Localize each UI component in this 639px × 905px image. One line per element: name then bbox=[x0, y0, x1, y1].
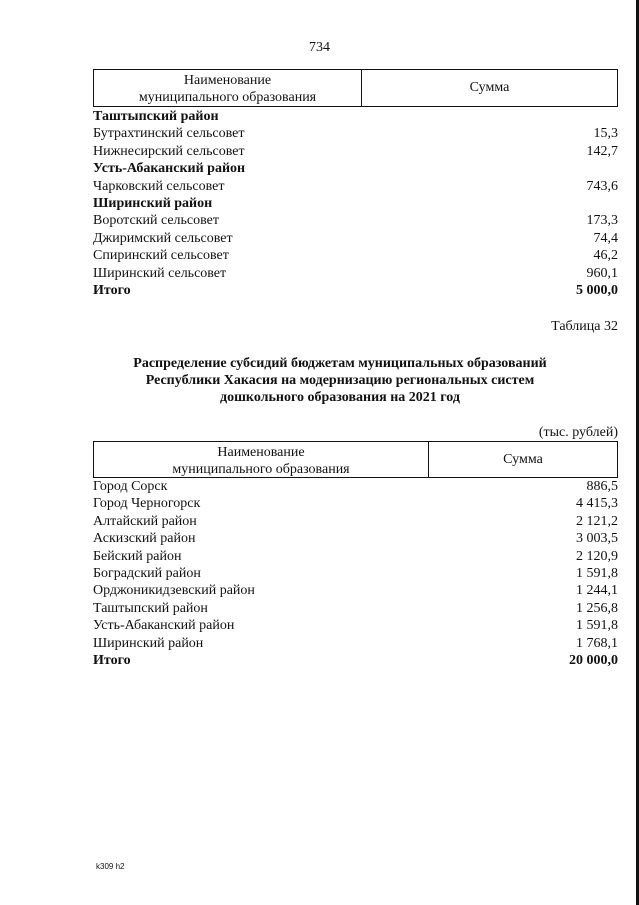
title-line-1: Распределение субсидий бюджетам муниципальных образований bbox=[133, 356, 547, 371]
table1-header-sum: Сумма bbox=[469, 80, 510, 95]
row-value: 3 003,5 bbox=[576, 531, 618, 547]
table-row bbox=[93, 230, 618, 247]
row-value: 46,2 bbox=[593, 248, 618, 264]
row-name: Чарковский сельсовет bbox=[93, 178, 225, 194]
row-name: Итого bbox=[93, 652, 131, 668]
table-row bbox=[93, 600, 618, 617]
table1-body bbox=[93, 108, 618, 299]
table2-title bbox=[60, 355, 620, 406]
table-row bbox=[93, 178, 618, 195]
table-row bbox=[93, 212, 618, 229]
row-value: 886,5 bbox=[586, 479, 618, 494]
row-value: 173,3 bbox=[586, 213, 618, 229]
row-name: Город Сорск bbox=[93, 479, 168, 494]
row-name: Нижнесирский сельсовет bbox=[93, 143, 245, 159]
row-name: Джиримский сельсовет bbox=[93, 230, 233, 246]
row-name: Ширинский сельсовет bbox=[93, 265, 227, 281]
row-name: Воротский сельсовет bbox=[93, 213, 219, 229]
row-name: Орджоникидзевский район bbox=[93, 583, 255, 599]
row-value: 74,4 bbox=[593, 230, 618, 246]
row-name: Бутрахтинский сельсовет bbox=[93, 126, 245, 142]
table-row bbox=[93, 652, 618, 669]
table2-header-name bbox=[94, 442, 429, 477]
header-name-line2: муниципального образования bbox=[138, 90, 317, 105]
table-row bbox=[93, 478, 618, 495]
row-name: Город Черногорск bbox=[93, 496, 201, 512]
table-row bbox=[93, 617, 618, 634]
table-row bbox=[93, 513, 618, 530]
row-value: 5 000,0 bbox=[576, 282, 618, 298]
table-row bbox=[93, 582, 618, 599]
header-name-line2: муниципального образования bbox=[172, 462, 350, 477]
table-row bbox=[93, 548, 618, 565]
table-row bbox=[93, 282, 618, 299]
row-value: 1 591,8 bbox=[576, 618, 618, 634]
row-value: 4 415,3 bbox=[576, 496, 618, 512]
table-row bbox=[93, 265, 618, 282]
table-row bbox=[93, 143, 618, 160]
row-name: Ширинский район bbox=[93, 635, 204, 651]
table-row bbox=[93, 125, 618, 142]
row-value: 1 256,8 bbox=[576, 600, 618, 616]
table1-header-name bbox=[94, 70, 362, 106]
table-row bbox=[93, 530, 618, 547]
table2-header bbox=[93, 441, 618, 478]
row-name: Алтайский район bbox=[93, 513, 197, 529]
row-name: Боградский район bbox=[93, 565, 201, 581]
row-name: Таштыпский район bbox=[93, 600, 208, 616]
row-name: Усть-Абаканский район bbox=[93, 161, 246, 177]
table-row bbox=[93, 108, 618, 125]
row-value: 2 120,9 bbox=[576, 548, 618, 564]
row-value: 142,7 bbox=[586, 143, 618, 159]
row-name: Аскизский район bbox=[93, 531, 196, 547]
row-value: 15,3 bbox=[593, 126, 618, 142]
title-line-2: Республики Хакасия на модернизацию региональных систем bbox=[145, 373, 535, 388]
table-row bbox=[93, 495, 618, 512]
row-value: 1 244,1 bbox=[576, 583, 618, 599]
table2-header-sum: Сумма bbox=[503, 451, 543, 467]
footer-code: k309 h2 bbox=[96, 862, 125, 871]
row-value: 2 121,2 bbox=[576, 513, 618, 529]
row-value: 1 591,8 bbox=[576, 565, 618, 581]
row-name: Спиринский сельсовет bbox=[93, 248, 229, 264]
table-row bbox=[93, 160, 618, 177]
row-name: Бейский район bbox=[93, 548, 182, 564]
table-row bbox=[93, 565, 618, 582]
table2-body bbox=[93, 478, 618, 669]
row-value: 1 768,1 bbox=[576, 635, 618, 651]
units-label: (тыс. рублей) bbox=[538, 425, 618, 440]
row-value: 960,1 bbox=[586, 265, 618, 281]
title-line-3: дошкольного образования на 2021 год bbox=[220, 390, 460, 405]
row-name: Усть-Абаканский район bbox=[93, 618, 235, 634]
header-name-line1: Наименование bbox=[183, 73, 272, 88]
table-label: Таблица 32 bbox=[551, 319, 618, 334]
row-value: 20 000,0 bbox=[569, 652, 618, 668]
table-row bbox=[93, 195, 618, 212]
table-row bbox=[93, 247, 618, 264]
table1-header bbox=[93, 69, 618, 107]
row-name: Итого bbox=[93, 282, 131, 298]
table-row bbox=[93, 635, 618, 652]
header-name-line1: Наименование bbox=[217, 445, 305, 460]
row-name: Ширинский район bbox=[93, 195, 213, 211]
row-name: Таштыпский район bbox=[93, 109, 219, 124]
page-number: 734 bbox=[309, 40, 330, 55]
row-value: 743,6 bbox=[586, 178, 618, 194]
